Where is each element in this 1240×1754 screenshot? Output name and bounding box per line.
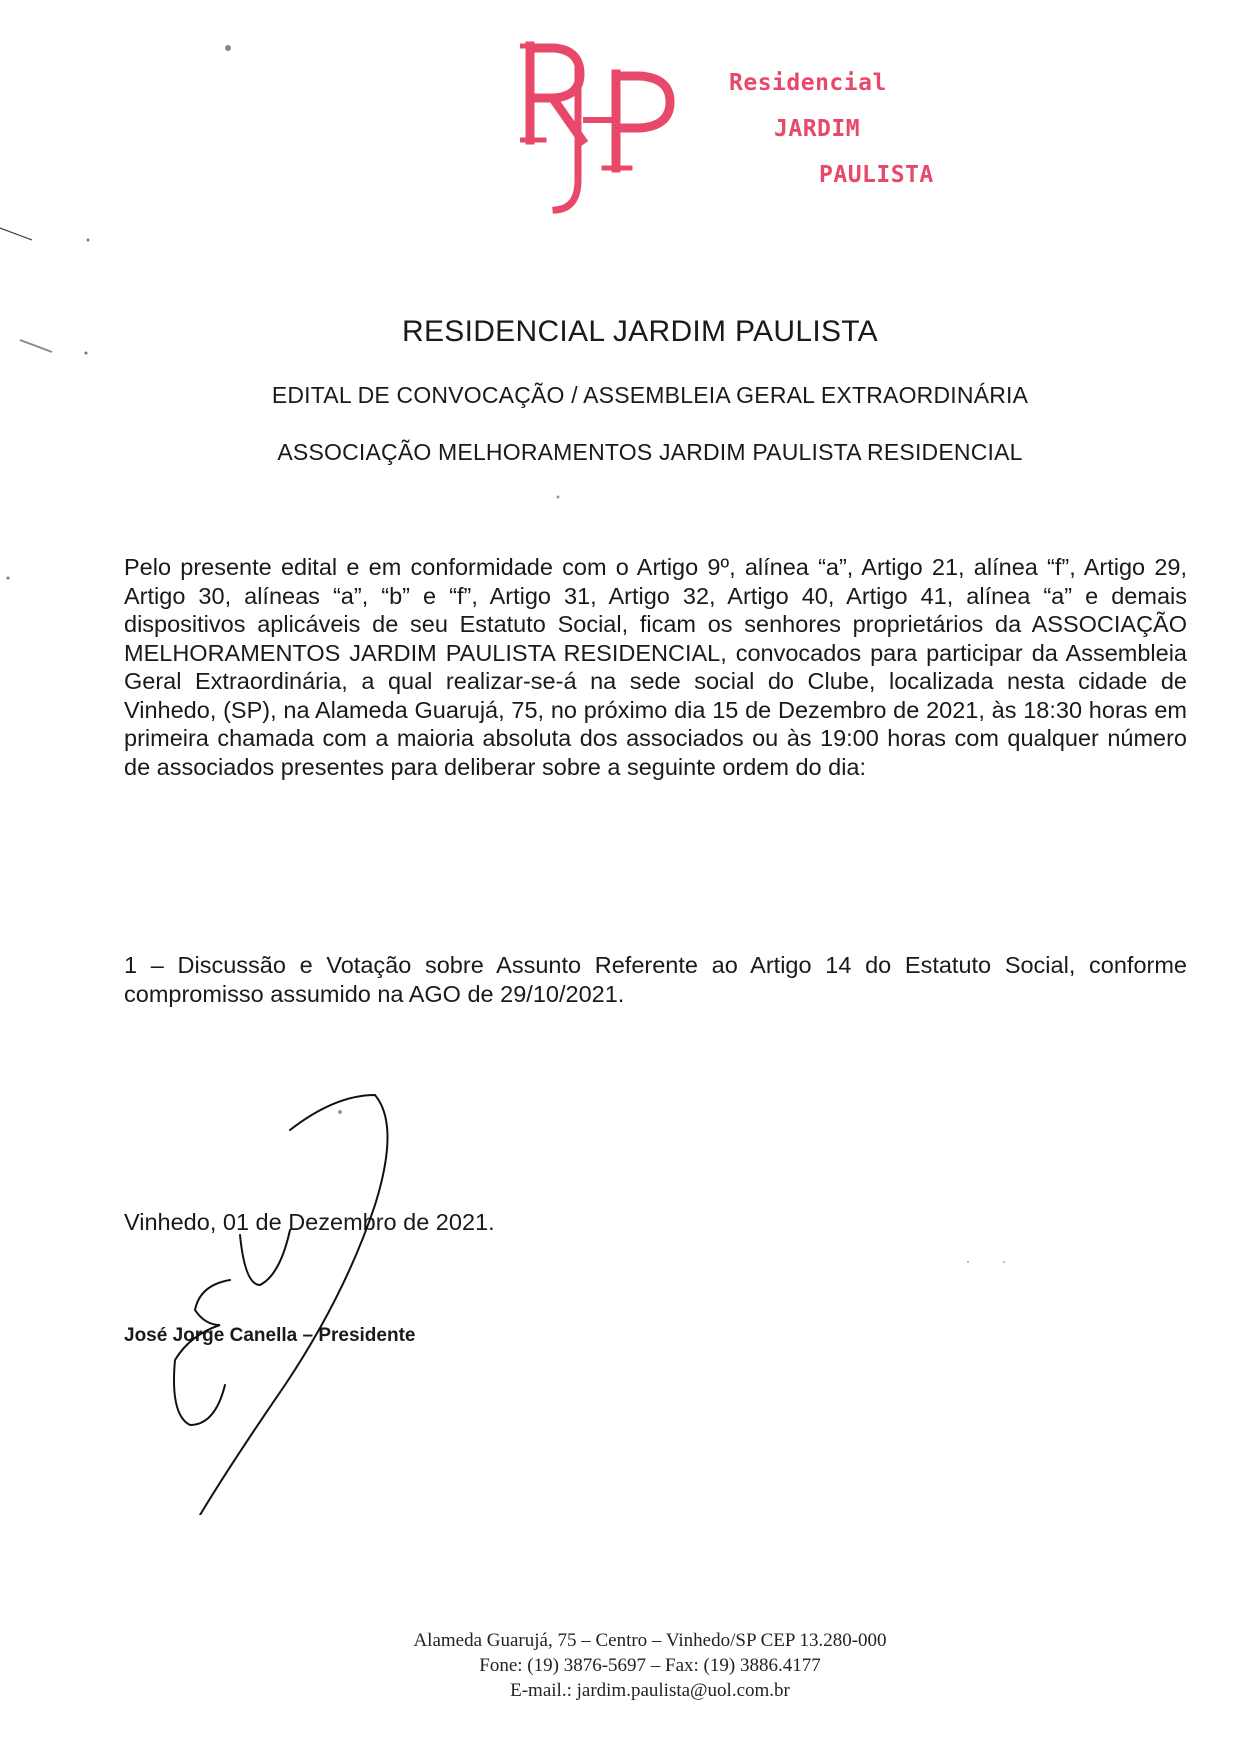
logo-text-residencial: Residencial [729,70,887,96]
agenda-item: 1 – Discussão e Votação sobre Assunto Referente ao Artigo 14 do Estatuto Social, conforme compromisso assumido na AGO de 29/10/2021. [124,952,1187,1007]
rjp-monogram-logo [520,40,680,220]
document-title: RESIDENCIAL JARDIM PAULISTA [402,315,878,348]
footer-phone: Fone: (19) 3876-5697 – Fax: (19) 3886.4177 [479,1655,821,1676]
logo-text-jardim: JARDIM [774,116,861,142]
handwritten-signature [150,1085,410,1515]
convocation-paragraph: Pelo presente edital e em conformidade com o Artigo 9º, alínea “a”, Artigo 21, alínea “f”, Artigo 29, Artigo 30, alíneas “a”, “b” e “f”, Artigo 31, Artigo 32, Artigo 40, Artigo 41, alínea “a” e demais dispositivos aplicáveis de seu Estatuto Social, ficam os senhores proprietários da ASSOCIAÇÃO MELHORAMENTOS JARDIM PAULISTA RESIDENCIAL, convocados para participar da Assembleia Geral Extraordinária, a qual realizar-se-á na sede social do Clube, localizada nesta cidade de Vinhedo, (SP), na Alameda Guarujá, 75, no próximo dia 15 de Dezembro de 2021, às 18:30 horas em primeira chamada com a maioria absoluta dos associados ou às 19:00 horas com qualquer número de associados presentes para deliberar sobre a seguinte ordem do dia: [124,554,1187,780]
edital-subtitle: EDITAL DE CONVOCAÇÃO / ASSEMBLEIA GERAL EXTRAORDINÁRIA [271,382,1029,408]
footer-email: E-mail.: jardim.paulista@uol.com.br [510,1680,790,1701]
footer-address: Alameda Guarujá, 75 – Centro – Vinhedo/SP CEP 13.280-000 [413,1630,887,1651]
logo-text-paulista: PAULISTA [819,162,934,188]
association-subtitle: ASSOCIAÇÃO MELHORAMENTOS JARDIM PAULISTA RESIDENCIAL [277,439,1023,465]
signer-name: José Jorge Canella – Presidente [124,1325,416,1346]
date-line: Vinhedo, 01 de Dezembro de 2021. [124,1209,495,1235]
